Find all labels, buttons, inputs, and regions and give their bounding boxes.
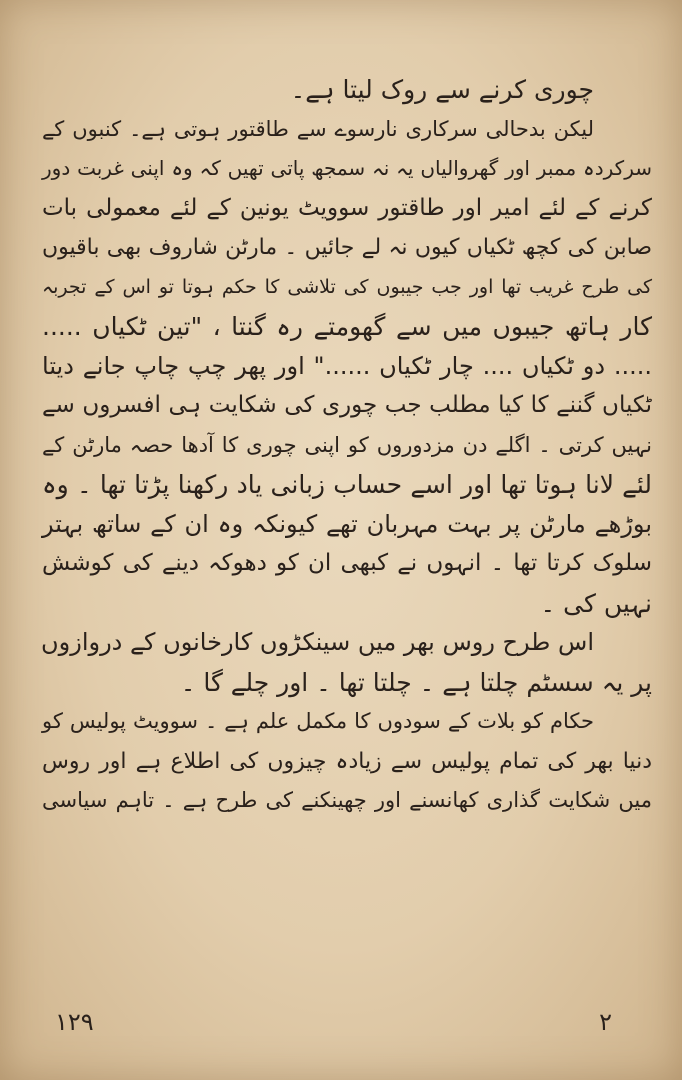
text-line: لیکن بدحالی سرکاری نارسوے سے طاقتور ہوتی ہے۔ کنبوں کے bbox=[42, 116, 594, 141]
text-line: بوڑھے مارٹن پر بہت مہربان تھے کیونکہ وہ ان کے ساتھ بہتر bbox=[42, 509, 652, 538]
text-line: دنیا بھر کی تمام پولیس سے زیادہ چیزوں کی اطلاع ہے اور روس bbox=[42, 748, 652, 774]
text-line: اس طرح روس بھر میں سینکڑوں کارخانوں کے دروازوں bbox=[41, 628, 594, 656]
text-line: نہیں کی ۔ bbox=[540, 588, 652, 618]
page-number: ۱۲۹ bbox=[55, 1008, 94, 1036]
text-line: میں شکایت گذاری کھانسنے اور چھینکنے کی طرح ہے ۔ تاہم سیاسی bbox=[42, 788, 652, 812]
text-line: ٹکیاں گننے کا کیا مطلب جب چوری کی شکایت ہی افسروں سے bbox=[42, 392, 652, 418]
text-line: صابن کی کچھ ٹکیاں کیوں نہ لے جائیں ۔ مارٹن شاروف بھی باقیوں bbox=[42, 235, 652, 260]
signature-mark: ۲ bbox=[599, 1008, 612, 1036]
text-line: کار ہاتھ جیبوں میں سے گھومتے رہ گنتا ، "تین ٹکیاں ..... bbox=[42, 312, 652, 341]
page-footer bbox=[55, 1008, 612, 1036]
text-line: لئے لانا ہوتا تھا اور اسے حساب زبانی یاد رکھنا پڑتا تھا ۔ وہ bbox=[42, 470, 652, 499]
text-line: کرنے کے لئے امیر اور طاقتور سوویٹ یونین کے لئے معمولی بات bbox=[42, 194, 652, 221]
text-line: حکام کو بلات کے سودوں کا مکمل علم ہے ۔ سوویٹ پولیس کو bbox=[42, 709, 594, 733]
text-line: سرکردہ ممبر اور گھروالیاں یہ نہ سمجھ پاتی تھیں کہ وہ اپنی غربت دور bbox=[42, 156, 652, 180]
text-line: نہیں کرتی ۔ اگلے دن مزدوروں کو اپنی چوری کا آدھا حصہ مارٹن کے bbox=[42, 432, 652, 457]
text-line: چوری کرنے سے روک لیتا ہے۔ bbox=[290, 75, 594, 104]
text-line: کی طرح غریب تھا اور جب جیبوں کی تلاشی کا حکم ہوتا تو اس کے تجربہ bbox=[42, 275, 652, 298]
text-line: سلوک کرتا تھا ۔ انہوں نے کبھی ان کو دھوکہ دینے کی کوشش bbox=[42, 550, 652, 576]
text-line: پر یہ سسٹم چلتا ہے ۔ چلتا تھا ۔ اور چلے گا ۔ bbox=[180, 667, 652, 697]
text-line: ..... دو ٹکیاں .... چار ٹکیاں ......" اور پھر چپ چاپ جانے دیتا bbox=[42, 351, 652, 380]
urdu-text-body bbox=[42, 70, 652, 821]
